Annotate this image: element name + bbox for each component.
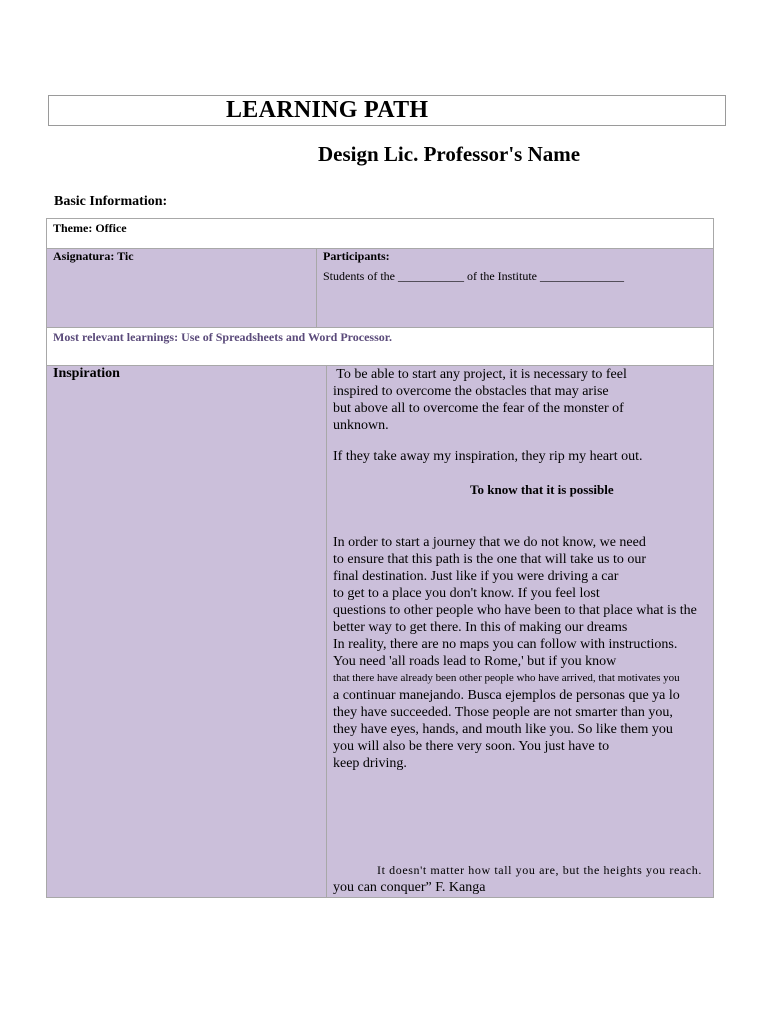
text-line: they have eyes, hands, and mouth like you. So like them you bbox=[333, 722, 673, 737]
inspiration-paragraph-2 bbox=[333, 448, 718, 465]
text-line: but above all to overcome the fear of the monster of bbox=[333, 401, 624, 416]
quote-line-2: you can conquer” F. Kanga bbox=[333, 880, 486, 895]
text-line: that there have already been other people who have arrived, that motivates you bbox=[333, 672, 680, 684]
text-line: a continuar manejando. Busca ejemplos de personas que ya lo bbox=[333, 688, 680, 703]
text-line: you will also be there very soon. You just have to bbox=[333, 739, 610, 754]
text-line: inspired to overcome the obstacles that may arise bbox=[333, 384, 609, 399]
inspiration-label-cell bbox=[47, 366, 327, 897]
text-line: final destination. Just like if you were driving a car bbox=[333, 569, 619, 584]
asignatura-cell bbox=[47, 249, 317, 328]
inspiration-paragraph-1 bbox=[333, 366, 718, 434]
text-line: to ensure that this path is the one that will take us to our bbox=[333, 552, 646, 567]
participants-label: Participants: bbox=[323, 249, 390, 263]
theme-text: Theme: Office bbox=[53, 221, 127, 235]
info-table bbox=[46, 218, 714, 898]
text-line: In reality, there are no maps you can follow with instructions. bbox=[333, 637, 678, 652]
text-line: keep driving. bbox=[333, 756, 407, 771]
inspiration-content-cell bbox=[327, 366, 713, 897]
text-line: questions to other people who have been to that place what is the bbox=[333, 603, 697, 618]
asignatura-text: Asignatura: Tic bbox=[53, 249, 134, 263]
text-line: You need 'all roads lead to Rome,' but if you know bbox=[333, 654, 617, 669]
basic-info-label: Basic Information: bbox=[54, 194, 168, 209]
text-line: If they take away my inspiration, they rip my heart out. bbox=[333, 449, 643, 464]
relevant-learnings-text: Most relevant learnings: Use of Spreadsheets and Word Processor. bbox=[53, 330, 392, 344]
title-box bbox=[48, 95, 726, 126]
participants-text: Students of the ___________ of the Institute ______________ bbox=[323, 269, 624, 283]
inspiration-label: Inspiration bbox=[53, 366, 120, 381]
inspiration-paragraph-3 bbox=[333, 534, 718, 772]
text-line: to get to a place you don't know. If you feel lost bbox=[333, 586, 600, 601]
page-title: LEARNING PATH bbox=[226, 97, 429, 123]
page-subtitle: Design Lic. Professor's Name bbox=[318, 142, 581, 166]
possible-heading: To know that it is possible bbox=[470, 482, 614, 497]
theme-cell bbox=[47, 219, 713, 249]
text-line: they have succeeded. Those people are not smarter than you, bbox=[333, 705, 673, 720]
relevant-learnings-cell bbox=[47, 328, 713, 366]
text-line: better way to get there. In this of making our dreams bbox=[333, 620, 628, 635]
quote-line-1: It doesn't matter how tall you are, but the heights you reach. bbox=[377, 863, 702, 877]
participants-cell bbox=[317, 249, 713, 328]
text-line: In order to start a journey that we do not know, we need bbox=[333, 535, 646, 550]
text-line: unknown. bbox=[333, 418, 389, 433]
text-line: To be able to start any project, it is necessary to feel bbox=[333, 367, 627, 382]
